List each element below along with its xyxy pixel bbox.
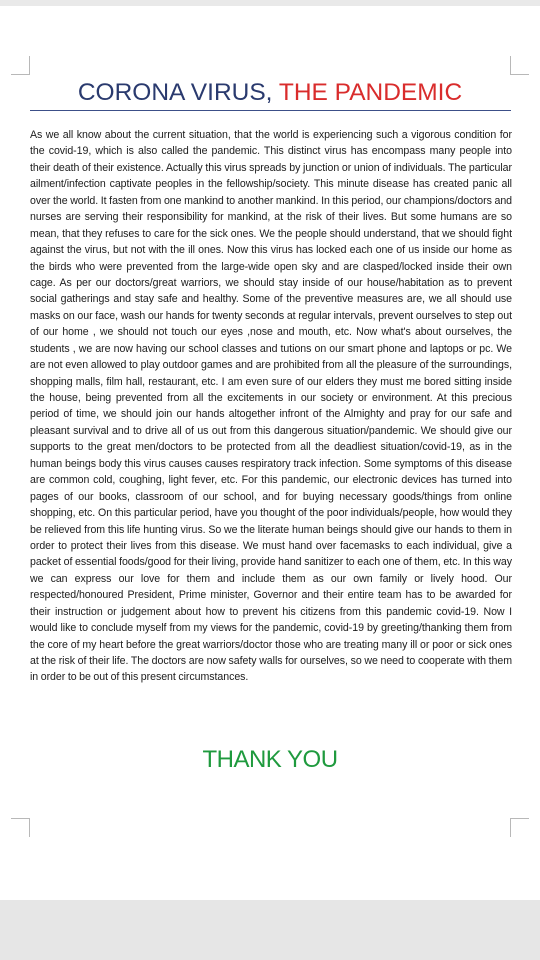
document-title	[30, 78, 510, 108]
title-underline	[30, 110, 511, 111]
title-part-blue: CORONA VIRUS,	[77, 79, 279, 106]
page-corner-mark-top-left	[11, 56, 30, 75]
title-part-red: THE PANDEMIC	[278, 79, 463, 106]
page-corner-mark-top-right	[510, 56, 529, 75]
page-corner-mark-bottom-left	[11, 818, 30, 837]
page-corner-mark-bottom-right	[510, 818, 529, 837]
closing-thank-you: THANK YOU	[202, 746, 338, 773]
essay-body: As we all know about the current situation, that the world is experiencing such a vigorous condition for the covid-19, which is also called the pandemic. This distinct virus has encompass many people into their death of their existence. Actually this virus spreads by junction or union of individuals. The particular ailment/infection captivate peoples in the fellowship/society. This minute disease has created panic all over the world. It fasten from one mankind to another mankind. In this period, our champions/doctors and nurses are serving their responsibility for mankind, at the risk of their lives. But some humans are so mean, that they refuses to care for the sick ones. We the people should understand, that we should fight against the virus, but not with the ill ones. Now this virus has locked each one of us inside our home as the birds who were prevented from the large-wide open sky and are clasped/locked inside their own cage. As per our doctors/great warriors, we should stay inside of our house/habitation as to prevent social gatherings and stay safe and healthy. Some of the preventive measures are, we all should use masks on our face, wash our hands for twenty seconds at regular intervals, prevent ourselves to step out of our home , we should not touch our eyes ,nose and mouth, etc. Now what's about ourselves, the students , we are now having our school classes and tutions on our smart phone and laptops or pc. We are not even allowed to play outdoor games and are prohibited from all the pleasure of the surroundings, shopping malls, film hall, restaurant, etc. I am even sure of our elders they must me bored sitting inside the house, being prevented from all the excitements in our society or environment. At this precious period of time, we should join our hands altogether infront of the Almighty and pray for our safe and pleasant survival and to drive all of us out from this dangerous situation/pandemic. We should give our supports to the great men/doctors to be protected from all the deadliest situation/covid-19, as in the human beings body this virus causes causes respiratory track infection. Some symptoms of this disease are common cold, coughing, light fever, etc. For this pandemic, our electronic devices has turned into pages of our books, classroom of our school, and for buying necessary goods/things from online shopping, etc. On this particular period, have you thought of the poor individuals/people, how would they be relieved from this life hunting virus. So we the literate human beings should give our hands to them in order to protect their lives from this disease. We must hand over facemasks to each individual, give a packet of essential foods/good for their living, provide hand sanitizer to each one of them, etc. In this way we can express our love for them and include them as our own family or lively hood. Our respected/honoured President, Prime minister, Governor and their entire team has to be awarded for their instruction or judgement about how to prevent his citizens from this pandemic covid-19. Now I would like to conclude myself from my views for the pandemic, covid-19 by greeting/thanking them from the core of my heart before the great warriors/doctor those who are treating many ill or poor or sick ones at the risk of their life. The doctors are now safety walls for ourselves, so we need to cooperate with them in order to be out of this present circumstances.	[30, 129, 512, 684]
